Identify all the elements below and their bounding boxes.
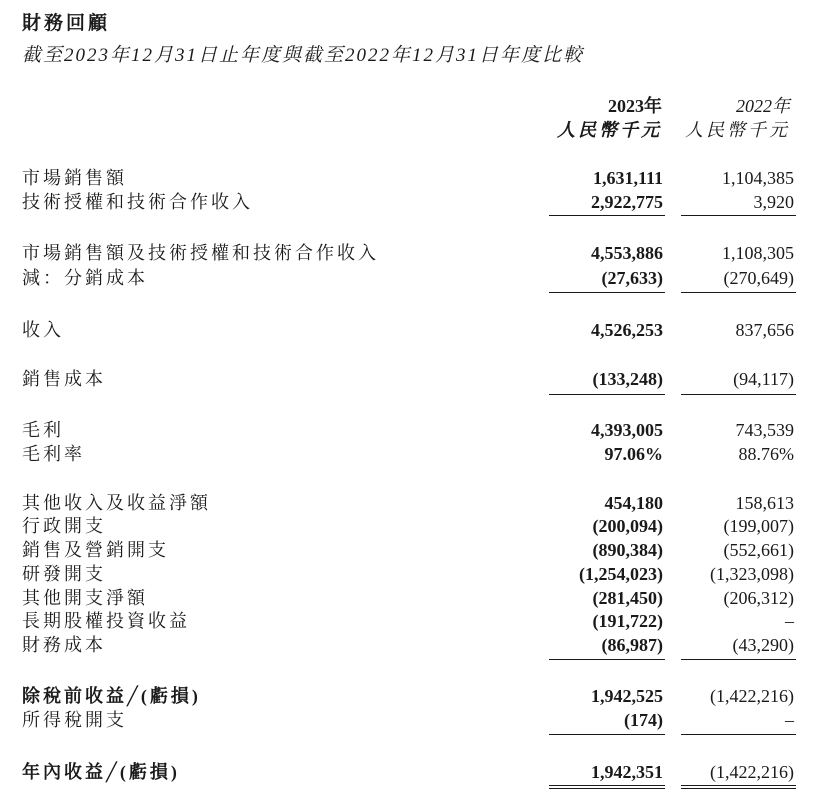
value-2022: (94,117)	[733, 369, 794, 389]
row-market-sales	[0, 166, 830, 190]
row-rnd-expenses	[0, 562, 830, 586]
value-2022: 158,613	[735, 493, 794, 513]
value-2022: –	[785, 611, 794, 631]
value-2022: –	[785, 710, 794, 730]
subtotal-rule-2023	[549, 292, 665, 293]
row-label: 除稅前收益╱(虧損)	[22, 686, 201, 706]
row-income-tax	[0, 708, 830, 732]
row-sales-and-licensing	[0, 241, 830, 265]
value-2022: (1,323,098)	[710, 564, 794, 584]
value-2023: (890,384)	[592, 540, 663, 560]
row-label: 年內收益╱(虧損)	[22, 762, 180, 782]
row-selling-expenses	[0, 538, 830, 562]
row-equity-investment-gain	[0, 609, 830, 633]
subtotal-rule-2023	[549, 659, 665, 660]
row-label: 毛利	[22, 420, 64, 440]
subtotal-rule-2022	[681, 292, 796, 293]
value-2022: (270,649)	[723, 268, 794, 288]
value-2022: 88.76%	[738, 444, 794, 464]
row-label: 其他收入及收益淨額	[22, 493, 211, 513]
row-profit-before-tax	[0, 684, 830, 708]
row-cost-of-sales	[0, 367, 830, 391]
value-2023: 4,393,005	[591, 420, 663, 440]
value-2023: (133,248)	[592, 369, 663, 389]
value-2023: 1,942,525	[591, 686, 663, 706]
row-label: 財務成本	[22, 635, 106, 655]
section-subtitle: 截至2023年12月31日止年度與截至2022年12月31日年度比較	[22, 45, 585, 66]
value-2023: (200,094)	[592, 516, 663, 536]
value-2023: (281,450)	[592, 588, 663, 608]
value-2022: 743,539	[735, 420, 794, 440]
row-label: 市場銷售額及技術授權和技術合作收入	[22, 243, 379, 263]
row-label: 市場銷售額	[22, 168, 127, 188]
row-label: 銷售成本	[22, 369, 106, 389]
subtotal-rule-2023	[549, 394, 665, 395]
value-2022: 3,920	[753, 192, 794, 212]
total-double-rule-2022	[681, 785, 796, 786]
value-2023: (1,254,023)	[579, 564, 663, 584]
column-header-2022	[650, 94, 790, 142]
value-2022: (43,290)	[732, 635, 794, 655]
value-2023: 4,526,253	[591, 320, 663, 340]
value-2022: 837,656	[735, 320, 794, 340]
subtotal-rule-2023	[549, 215, 665, 216]
row-profit-for-year	[0, 760, 830, 784]
value-2023: (174)	[624, 710, 663, 730]
row-licensing-revenue	[0, 190, 830, 214]
column-header-2023	[522, 94, 662, 142]
row-label: 研發開支	[22, 564, 106, 584]
row-other-income	[0, 491, 830, 515]
column-year-2023: 2023年	[608, 96, 662, 116]
column-unit-2023: 人民幣千元	[557, 120, 662, 140]
total-double-rule-2023	[549, 785, 665, 786]
value-2023: 1,631,111	[592, 168, 663, 188]
row-label: 毛利率	[22, 444, 85, 464]
row-label: 銷售及營銷開支	[22, 540, 169, 560]
value-2023: (27,633)	[601, 268, 663, 288]
column-year-2022: 2022年	[736, 96, 790, 116]
value-2022: (1,422,216)	[710, 686, 794, 706]
subtotal-rule-2022	[681, 215, 796, 216]
value-2023: 4,553,886	[591, 243, 663, 263]
row-label: 減：分銷成本	[22, 268, 148, 288]
subtotal-rule-2022	[681, 394, 796, 395]
row-revenue	[0, 318, 830, 342]
row-label: 長期股權投資收益	[22, 611, 190, 631]
row-admin-expenses	[0, 514, 830, 538]
row-label: 收入	[22, 320, 64, 340]
row-gross-margin	[0, 442, 830, 466]
value-2022: (199,007)	[723, 516, 794, 536]
row-label: 其他開支淨額	[22, 588, 148, 608]
value-2022: (206,312)	[723, 588, 794, 608]
row-finance-costs	[0, 633, 830, 657]
value-2023: 1,942,351	[591, 762, 663, 782]
row-other-expenses	[0, 586, 830, 610]
value-2023: 97.06%	[604, 444, 663, 464]
row-label: 行政開支	[22, 516, 106, 536]
column-unit-2022: 人民幣千元	[685, 120, 790, 140]
value-2022: 1,108,305	[722, 243, 794, 263]
row-label: 所得稅開支	[22, 710, 127, 730]
value-2023: (191,722)	[592, 611, 663, 631]
value-2023: (86,987)	[601, 635, 663, 655]
value-2022: (1,422,216)	[710, 762, 794, 782]
section-title: 財務回顧	[22, 13, 111, 34]
row-distribution-cost	[0, 266, 830, 290]
subtotal-rule-2023	[549, 734, 665, 735]
subtotal-rule-2022	[681, 734, 796, 735]
value-2023: 2,922,775	[591, 192, 663, 212]
value-2023: 454,180	[604, 493, 663, 513]
value-2022: (552,661)	[723, 540, 794, 560]
subtotal-rule-2022	[681, 659, 796, 660]
value-2022: 1,104,385	[722, 168, 794, 188]
total-double-rule-2023	[549, 788, 665, 789]
total-double-rule-2022	[681, 788, 796, 789]
row-gross-profit	[0, 418, 830, 442]
row-label: 技術授權和技術合作收入	[22, 192, 253, 212]
